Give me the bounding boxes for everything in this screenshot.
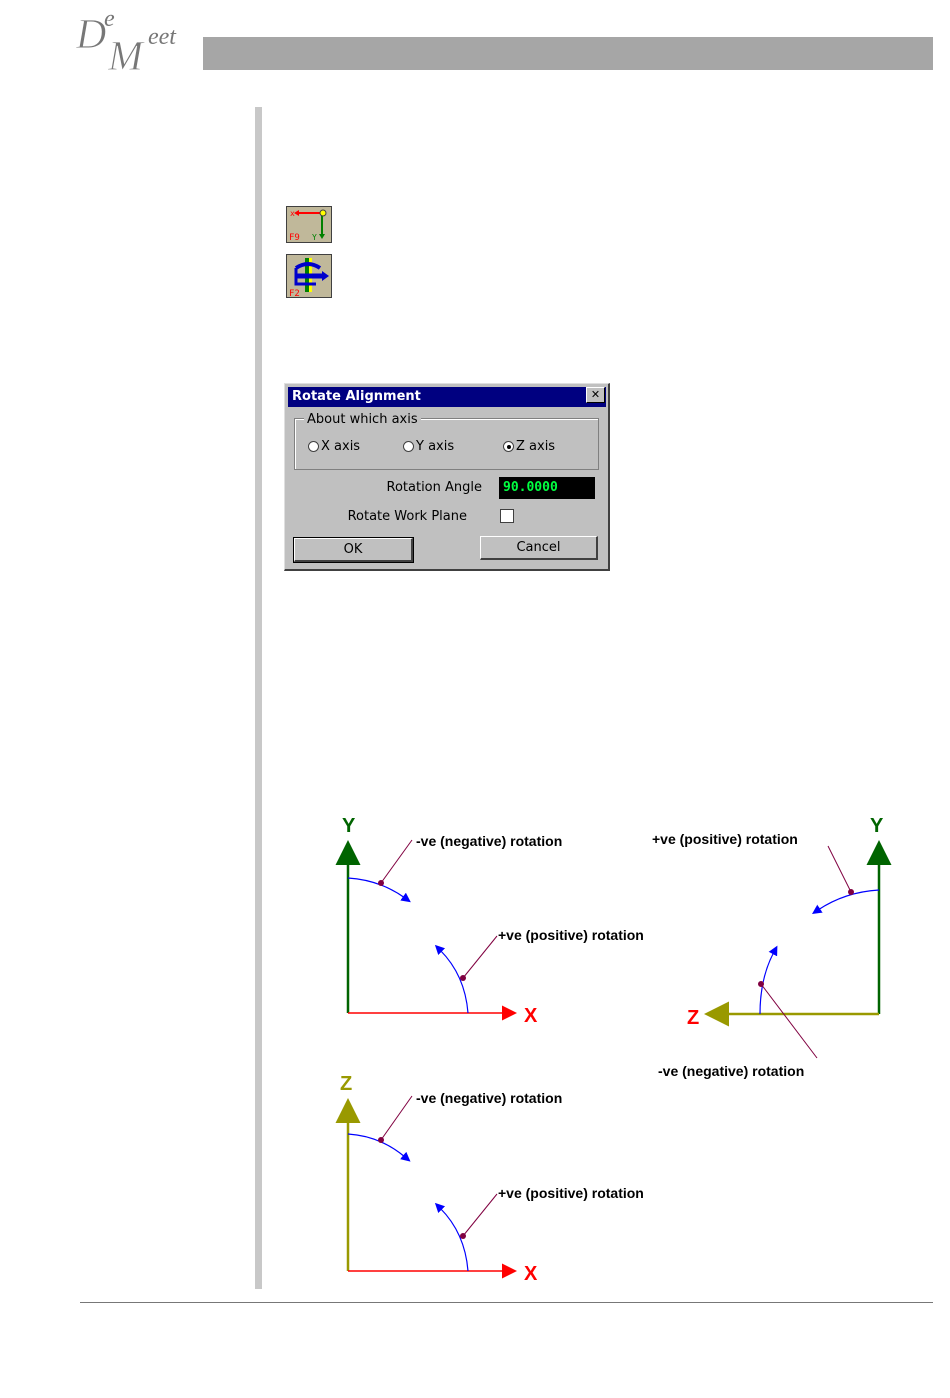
axis-group-label: About which axis	[304, 412, 421, 427]
logo-letter-e: e	[104, 6, 115, 32]
xz-negative-arc	[348, 1134, 405, 1157]
logo-letters-eet: eet	[148, 24, 176, 50]
svg-text:x: x	[290, 209, 295, 218]
zy-y-label: Y	[870, 815, 884, 837]
zy-z-label: Z	[687, 1007, 700, 1029]
radio-y-axis[interactable]	[403, 439, 454, 454]
xy-y-label: Y	[342, 815, 356, 837]
logo-letter-d: D	[76, 12, 107, 58]
rotation-direction-diagram	[300, 800, 920, 1290]
xy-negative-arc	[348, 878, 405, 898]
rotate-work-plane-checkbox[interactable]	[500, 509, 514, 523]
xz-positive-label: +ve (positive) rotation	[498, 1185, 644, 1201]
xy-positive-arc	[440, 950, 468, 1013]
xz-negative-leader	[381, 1096, 412, 1140]
logo-letter-m: M	[108, 34, 143, 80]
xz-positive-arc	[440, 1208, 468, 1271]
rotate-alignment-icon[interactable]	[286, 254, 332, 298]
side-rule	[255, 107, 262, 1289]
zy-positive-label: +ve (positive) rotation	[652, 831, 798, 847]
radio-x-label: X axis	[321, 439, 361, 454]
xz-panel	[340, 1073, 644, 1285]
rotate-alignment-dialog	[284, 383, 610, 571]
icon1-key: F9	[289, 233, 300, 243]
zy-panel	[652, 815, 884, 1079]
xz-z-label: Z	[340, 1073, 353, 1095]
rotate-work-plane-label: Rotate Work Plane	[347, 509, 467, 524]
ok-button[interactable]: OK	[294, 538, 413, 562]
rotation-angle-label: Rotation Angle	[386, 480, 482, 495]
icon2-key: F2	[289, 289, 300, 298]
xy-x-label: X	[524, 1005, 538, 1027]
radio-z-axis[interactable]	[503, 439, 555, 454]
zy-negative-label: -ve (negative) rotation	[658, 1063, 805, 1079]
xy-positive-label: +ve (positive) rotation	[498, 927, 644, 943]
radio-z-dot[interactable]	[503, 441, 514, 452]
cancel-button[interactable]: Cancel	[480, 536, 598, 560]
header-bar	[203, 37, 933, 70]
radio-x-dot[interactable]	[308, 441, 319, 452]
demeet-logo	[70, 0, 210, 80]
radio-z-label: Z axis	[516, 439, 556, 454]
align-xy-icon[interactable]	[286, 206, 332, 243]
dialog-title: Rotate Alignment	[288, 387, 606, 407]
radio-y-label: Y axis	[416, 439, 455, 454]
xz-x-label: X	[524, 1263, 538, 1285]
xy-positive-leader	[463, 936, 497, 978]
svg-text:Y: Y	[312, 233, 317, 242]
footer-rule	[80, 1302, 933, 1303]
radio-x-axis[interactable]	[308, 439, 360, 454]
xz-positive-leader	[463, 1194, 497, 1236]
xy-panel	[342, 815, 644, 1027]
zy-negative-leader	[761, 984, 817, 1058]
radio-y-dot[interactable]	[403, 441, 414, 452]
xz-negative-label: -ve (negative) rotation	[416, 1090, 563, 1106]
xy-negative-leader	[381, 840, 412, 883]
xy-negative-label: -ve (negative) rotation	[416, 833, 563, 849]
rotation-angle-input[interactable]: 90.0000	[499, 477, 595, 499]
close-button[interactable]: ✕	[586, 387, 605, 403]
zy-positive-leader	[828, 846, 851, 892]
